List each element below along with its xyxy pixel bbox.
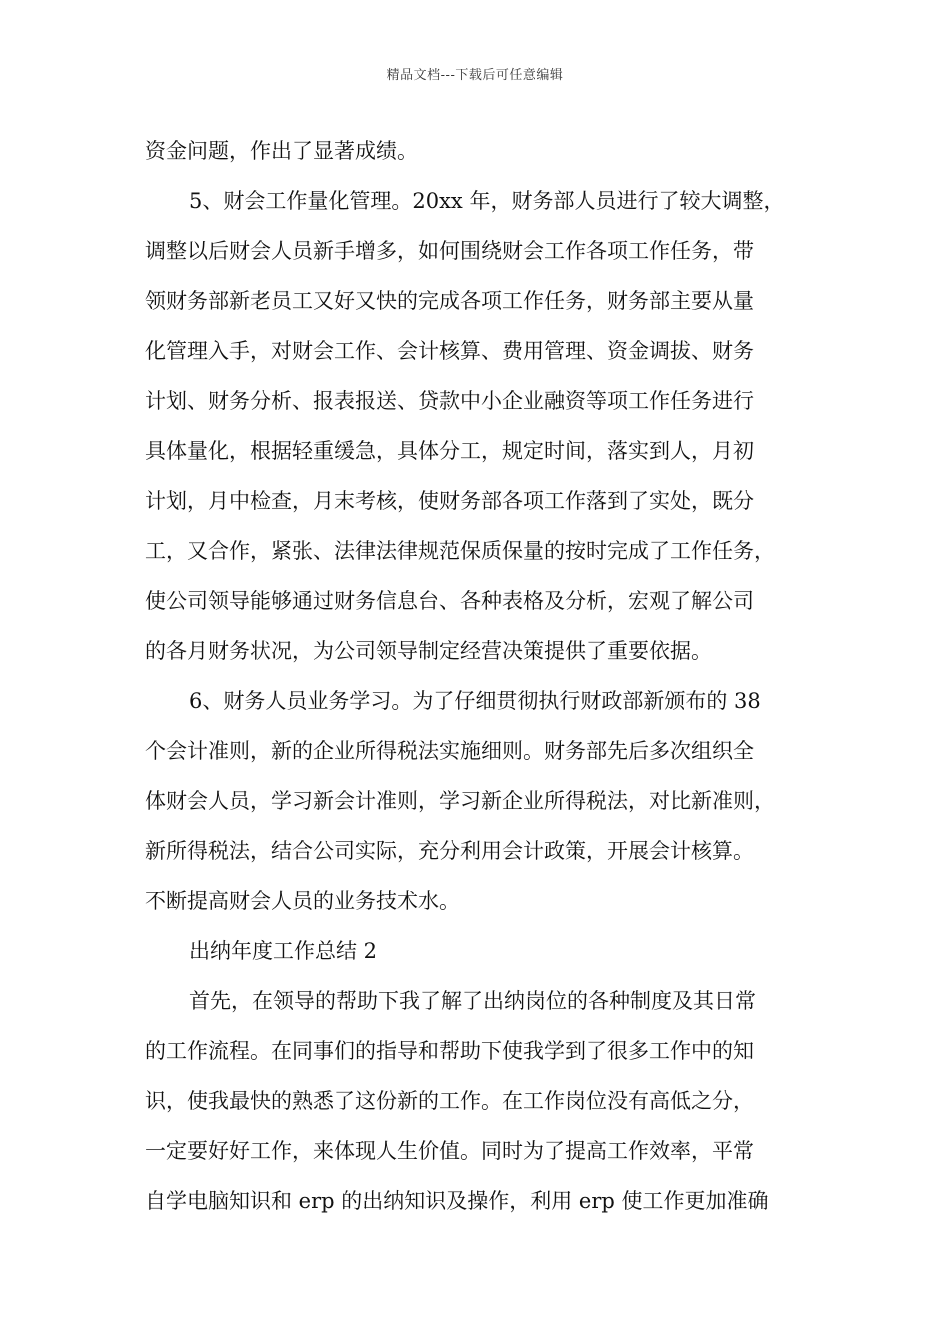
text-line: 化管理入手，对财会工作、会计核算、费用管理、资金调拔、财务 [145, 339, 754, 363]
document-body [145, 126, 825, 1226]
text-line: 资金问题，作出了显著成绩。 [145, 139, 418, 163]
text-line: 的各月财务状况，为公司领导制定经营决策提供了重要依据。 [145, 639, 712, 663]
text-line: 个会计准则，新的企业所得税法实施细则。财务部先后多次组织全 [145, 739, 754, 763]
text-line: 具体量化，根据轻重缓急，具体分工，规定时间，落实到人，月初 [145, 439, 754, 463]
text-line: 计划，月中检查，月末考核，使财务部各项工作落到了实处，既分 [145, 489, 754, 513]
text-line: 首先，在领导的帮助下我了解了出纳岗位的各种制度及其日常 [189, 989, 756, 1013]
text-line: 调整以后财会人员新手增多，如何围绕财会工作各项工作任务，带 [145, 239, 754, 263]
text-line: 不断提高财会人员的业务技术水。 [145, 889, 460, 913]
text-line: 体财会人员，学习新会计准则，学习新企业所得税法，对比新准则， [145, 789, 775, 813]
text-line: 5、财会工作量化管理。20xx 年，财务部人员进行了较大调整， [189, 189, 785, 213]
text-line: 一定要好好工作，来体现人生价值。同时为了提高工作效率，平常 [145, 1139, 754, 1163]
text-line: 新所得税法，结合公司实际，充分利用会计政策，开展会计核算。 [145, 839, 754, 863]
text-line: 出纳年度工作总结 2 [189, 939, 378, 963]
text-line: 工，又合作，紧张、法律法律规范保质保量的按时完成了工作任务， [145, 539, 775, 563]
text-line: 的工作流程。在同事们的指导和帮助下使我学到了很多工作中的知 [145, 1039, 754, 1063]
text-line: 6、财务人员业务学习。为了仔细贯彻执行财政部新颁布的 38 [189, 689, 761, 713]
text-line: 领财务部新老员工又好又快的完成各项工作任务，财务部主要从量 [145, 289, 754, 313]
text-line: 使公司领导能够通过财务信息台、各种表格及分析，宏观了解公司 [145, 589, 754, 613]
text-line: 计划、财务分析、报表报送、贷款中小企业融资等项工作任务进行 [145, 389, 754, 413]
page-header: 精品文档---下载后可任意编辑 [386, 68, 564, 83]
text-line: 自学电脑知识和 erp 的出纳知识及操作，利用 erp 使工作更加准确 [145, 1189, 769, 1213]
text-line: 识，使我最快的熟悉了这份新的工作。在工作岗位没有高低之分， [145, 1089, 754, 1113]
